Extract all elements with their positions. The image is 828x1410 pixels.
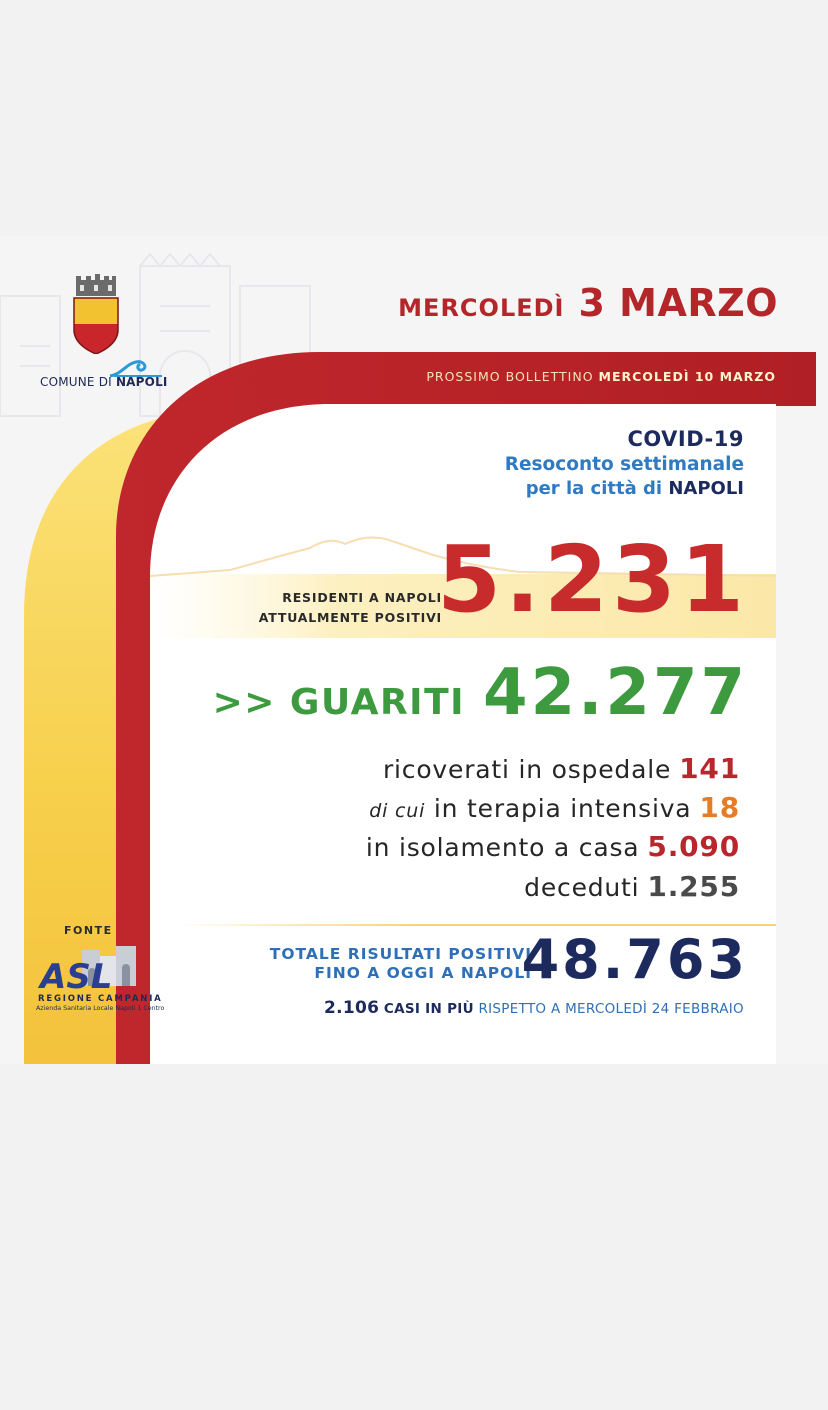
- date-day: 3 MARZO: [578, 281, 778, 325]
- isolamento-stat: in isolamento a casa 5.090: [365, 830, 740, 863]
- positivi-value: 5.231: [436, 526, 748, 633]
- divider: [176, 924, 776, 926]
- covid-label: COVID-19: [627, 427, 744, 451]
- totale-value: 48.763: [521, 928, 748, 991]
- svg-text:ASL: ASL: [40, 957, 113, 994]
- fonte-label: FONTE: [64, 924, 113, 937]
- city-line: per la città di NAPOLI: [525, 478, 744, 500]
- asl-region: REGIONE CAMPANIA: [38, 994, 163, 1004]
- terapia-intensiva-stat: di cui in terapia intensiva 18: [369, 791, 740, 824]
- ricoverati-stat: ricoverati in ospedale 141: [382, 752, 740, 785]
- positivi-label: RESIDENTI A NAPOLI ATTUALMENTE POSITIVI: [258, 590, 442, 625]
- next-bulletin-note: PROSSIMO BOLLETTINO MERCOLEDÌ 10 MARZO: [426, 369, 776, 384]
- guariti-label: >> GUARITI: [212, 682, 466, 723]
- totale-label: TOTALE RISULTATI POSITIVI FINO A OGGI A NAPOLI: [269, 945, 532, 983]
- napoli-crest-icon: [70, 274, 122, 354]
- bulletin-date: [398, 281, 778, 325]
- asl-subtitle: Azienda Sanitaria Locale Napoli 1 Centro: [36, 1005, 165, 1012]
- increment-note: 2.106 CASI IN PIÙ RISPETTO A MERCOLEDÌ 24 FEBBRAIO: [323, 998, 744, 1018]
- bulletin-card: [0, 236, 828, 1064]
- asl-logo-icon: [36, 942, 140, 994]
- comune-logo-label: COMUNE DI NAPOLI: [40, 375, 168, 389]
- guariti-stat: [213, 656, 748, 730]
- date-weekday: MERCOLEDÌ: [398, 294, 565, 322]
- resoconto-label: Resoconto settimanale: [504, 454, 744, 476]
- report-title: [505, 426, 744, 501]
- deceduti-stat: deceduti 1.255: [524, 870, 740, 903]
- guariti-value: 42.277: [483, 656, 748, 730]
